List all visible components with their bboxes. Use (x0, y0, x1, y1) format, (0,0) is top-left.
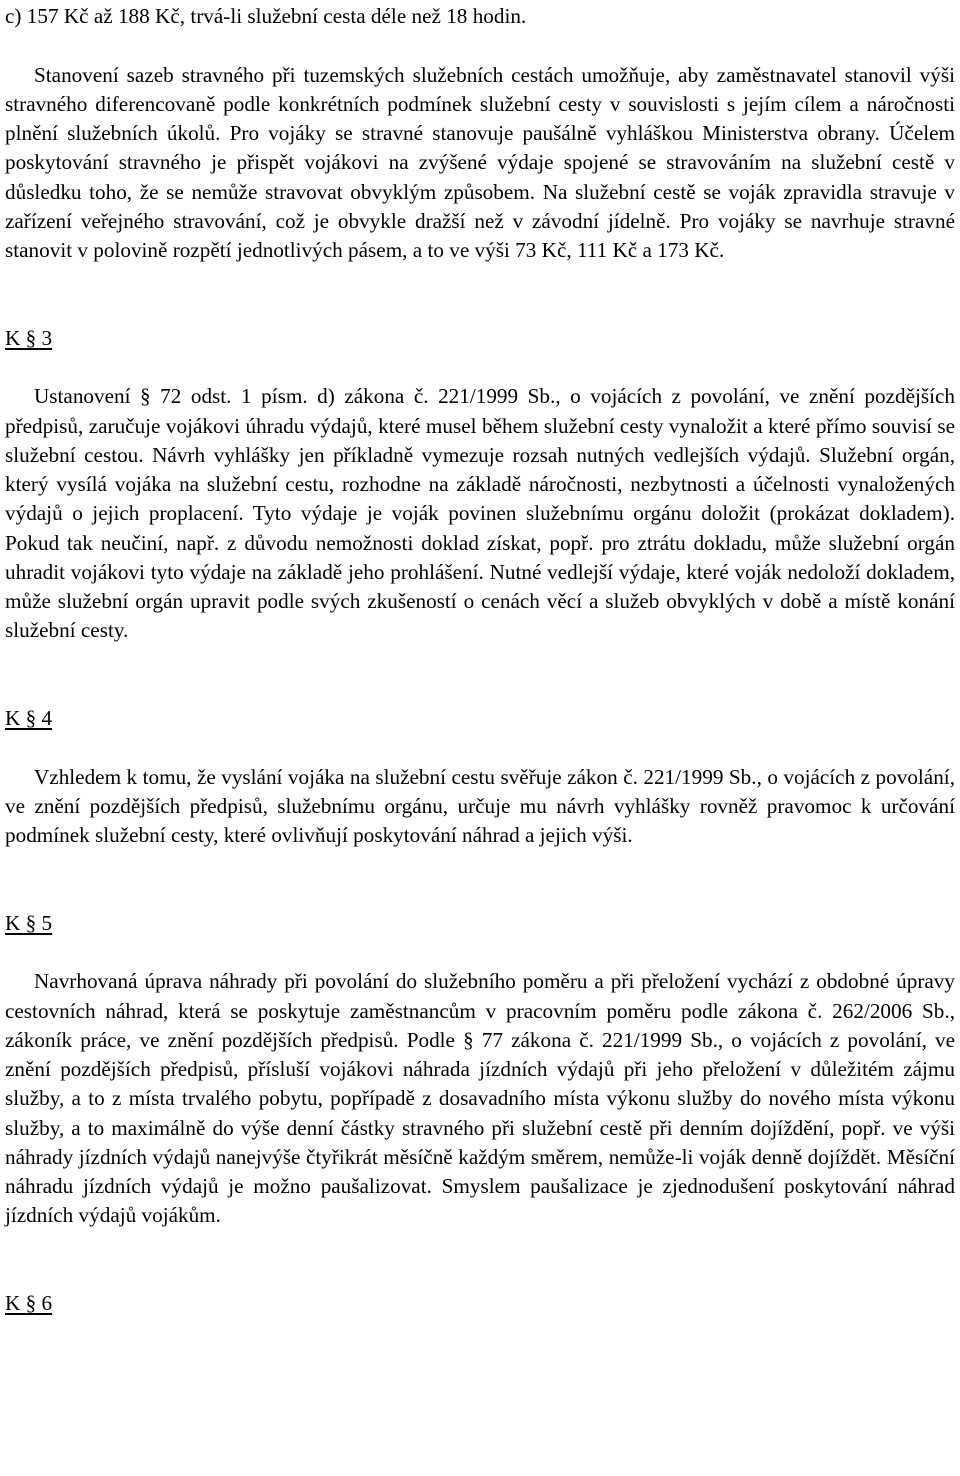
paragraph-k5: Navrhovaná úprava náhrady při povolání do služebního poměru a při přeložení vychází z obdobné úpravy cestovních náhrad, která se poskytuje zaměstnancům v pracovním poměru podle zákona č. 262/2006 Sb., zákoník práce, ve znění pozdějších předpisů. Podle § 77 zákona č. 221/1999 Sb., o vojácích z povolání, ve znění pozdějších předpisů, přísluší vojákovi náhrada jízdních výdajů při jeho přeložení v důležitém zájmu služby, a to z místa trvalého pobytu, popřípadě z dosavadního místa výkonu služby do nového místa výkonu služby, a to maximálně do výše denní částky stravného při služební cestě při denním dojíždění, popř. ve výši náhrady jízdních výdajů nanejvýše čtyřikrát měsíčně každým směrem, nemůže-li voják denně dojíždět. Měsíční náhradu jízdních výdajů je možno paušalizovat. Smyslem paušalizace je zjednodušení poskytování náhrad jízdních výdajů vojákům. (5, 969, 955, 1228)
spacer (5, 850, 955, 909)
spacer (5, 938, 955, 967)
spacer (5, 31, 955, 60)
paragraph-k4: Vzhledem k tomu, že vyslání vojáka na služební cestu svěřuje zákon č. 221/1999 Sb., o vojácích z povolání, ve znění pozdějších předpisů, služebnímu orgánu, určuje mu návrh vyhlášky rovněž pravomoc k určování podmínek služební cesty, které ovlivňují poskytování náhrad a jejich výši. (5, 764, 955, 847)
section-heading-k3: K § 3 (5, 325, 53, 350)
section-heading-k4: K § 4 (5, 706, 53, 730)
spacer (5, 353, 955, 382)
spacer (5, 646, 955, 705)
section-heading-k5: K § 5 (5, 910, 53, 935)
section-heading-k6: K § 6 (5, 1291, 53, 1315)
paragraph-stravne: Stanovení sazeb stravného při tuzemských služebních cestách umožňuje, aby zaměstnavatel stanovil výši stravného diferencovaně podle konkrétních podmínek služební cesty v souvislosti s jejím cílem a náročnosti plnění služebních úkolů. Pro vojáky se stravné stanovuje paušálně vyhláškou Ministerstva obrany. Účelem poskytování stravného je přispět vojákovi na zvýšené výdaje spojené se stravováním na služební cestě v důsledku toho, že se nemůže stravovat obvyklým způsobem. Na služební cestě se voják zpravidla stravuje v zařízení veřejného stravování, což je obvykle dražší než v závodní jídelně. Pro vojáky se navrhuje stravné stanovit v polovině rozpětí jednotlivých pásem, a to ve výši 73 Kč, 111 Kč a 173 Kč. (5, 62, 955, 262)
paragraph-k3: Ustanovení § 72 odst. 1 písm. d) zákona č. 221/1999 Sb., o vojácích z povolání, ve znění pozdějších předpisů, zaručuje vojákovi úhradu výdajů, které musel během služební cesty vynaložit a které přímo souvisí se služební cestou. Návrh vyhlášky jen příkladně vymezuje rozsah nutných vedlejších výdajů. Služební orgán, který vysílá vojáka na služební cestu, rozhodne na základě náročnosti, nezbytnosti a účelnosti vynaložených výdajů o jejich proplacení. Tyto výdaje je voják povinen služebnímu orgánu doložit (prokázat dokladem). Pokud tak neučiní, např. z důvodu nemožnosti doklad získat, popř. pro ztrátu dokladu, může služební orgán uhradit vojákovi tyto výdaje na základě jeho prohlášení. Nutné vedlejší výdaje, které voják nedoloží dokladem, může služební orgán upravit podle svých zkušeností o cenách věcí a služeb obvyklých v době a místě konání služební cesty. (5, 384, 955, 643)
spacer (5, 1231, 955, 1290)
spacer (5, 265, 955, 324)
spacer (5, 733, 955, 762)
document-page (5, 2, 955, 1318)
list-item-c: c) 157 Kč až 188 Kč, trvá-li služební cesta déle než 18 hodin. (5, 4, 527, 28)
